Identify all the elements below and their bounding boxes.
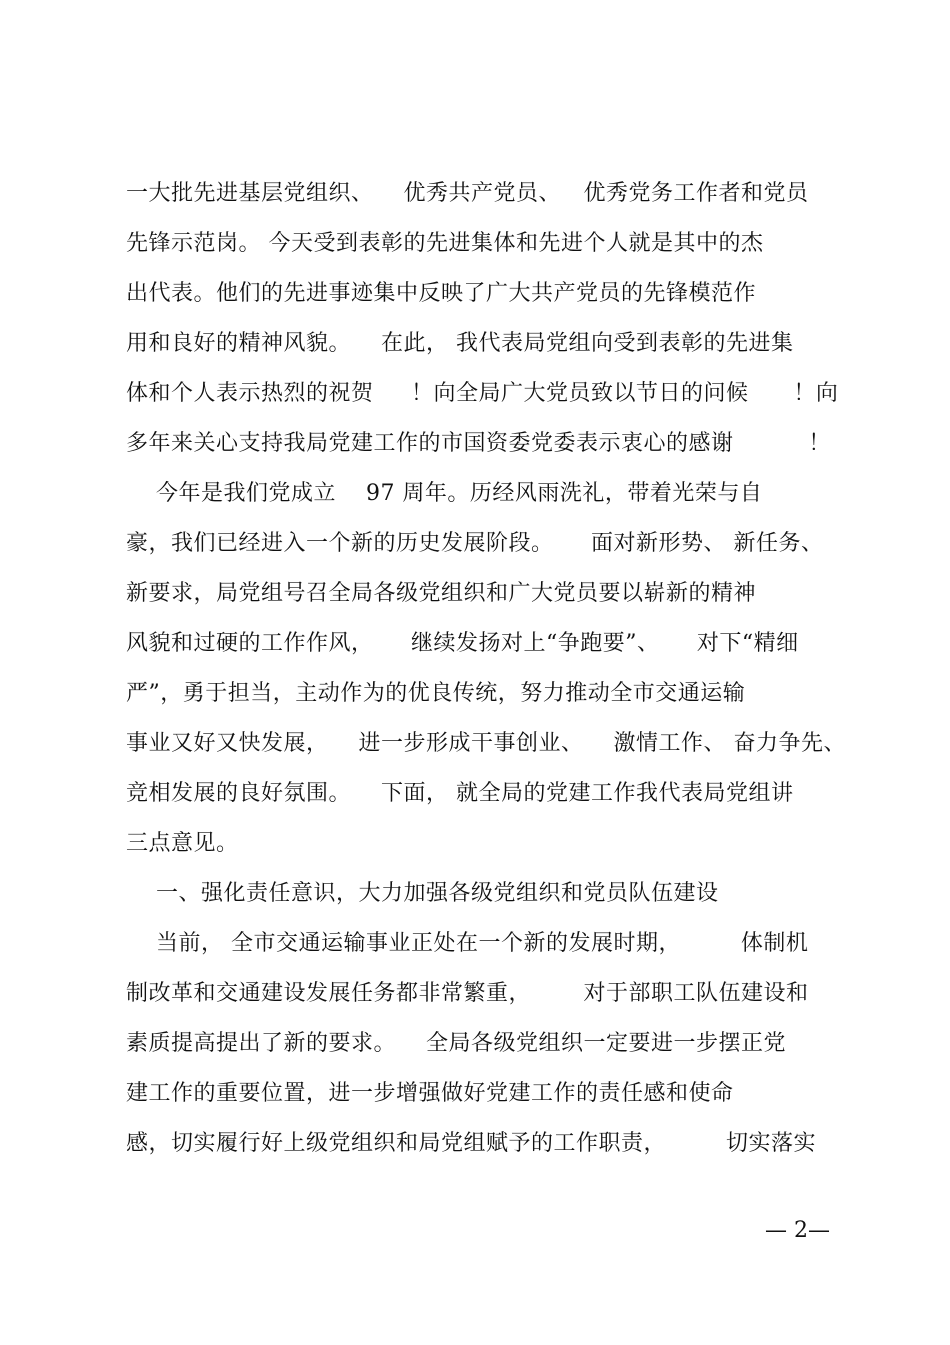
text-line: 当前， 全市交通运输事业正处在一个新的发展时期， 体制机 (126, 931, 809, 956)
text-line: 出代表。他们的先进事迹集中反映了广大共产党员的先锋模范作 (126, 281, 757, 306)
text-line: 建工作的重要位置，进一步增强做好党建工作的责任感和使命 (126, 1081, 734, 1106)
body-text (126, 172, 846, 1172)
text-line: 先锋示范岗。 今天受到表彰的先进集体和先进个人就是其中的杰 (126, 231, 764, 256)
text-line: 素质提高提出了新的要求。 全局各级党组织一定要进一步摆正党 (126, 1031, 786, 1056)
text-line: 严”，勇于担当，主动作为的优良传统，努力推动全市交通运输 (126, 681, 746, 706)
text-line: 一大批先进基层党组织、 优秀共产党员、 优秀党务工作者和党员 (126, 181, 809, 206)
text-line: 风貌和过硬的工作作风， 继续发扬对上“争跑要”、 对下“精细 (126, 631, 799, 656)
section-heading: 一、强化责任意识，大力加强各级党组织和党员队伍建设 (126, 881, 719, 906)
text-line: 制改革和交通建设发展任务都非常繁重， 对于部职工队伍建设和 (126, 981, 809, 1006)
text-line: 今年是我们党成立 97 周年。历经风雨洗礼，带着光荣与自 (126, 481, 763, 506)
text-line: 三点意见。 (126, 831, 239, 856)
text-line: 新要求，局党组号召全局各级党组织和广大党员要以崭新的精神 (126, 581, 757, 606)
text-line: 竞相发展的良好氛围。 下面， 就全局的党建工作我代表局党组讲 (126, 781, 794, 806)
text-line: 感，切实履行好上级党组织和局党组赋予的工作职责， 切实落实 (126, 1131, 816, 1156)
page-number: — 2— (765, 1218, 830, 1243)
text-line: 豪，我们已经进入一个新的历史发展阶段。 面对新形势、 新任务、 (126, 531, 824, 556)
text-line: 用和良好的精神风貌。 在此， 我代表局党组向受到表彰的先进集 (126, 331, 794, 356)
text-line: 多年来关心支持我局党建工作的市国资委党委表示衷心的感谢 ！ (126, 431, 831, 456)
text-line: 事业又好又快发展， 进一步形成干事创业、 激情工作、 奋力争先、 (126, 731, 846, 756)
text-line: 体和个人表示热烈的祝贺 ！向全局广大党员致以节日的问候 ！向 (126, 381, 839, 406)
